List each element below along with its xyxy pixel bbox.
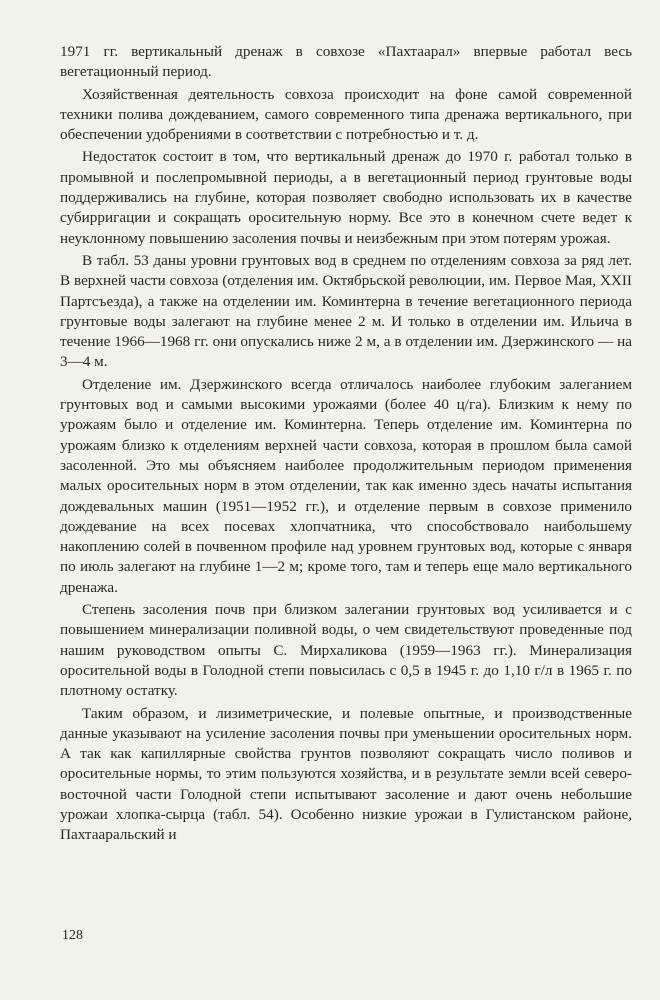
paragraph-1: 1971 гг. вертикальный дренаж в совхозе «Пахтаарал» впервые работал весь вегетационный период.: [60, 43, 632, 81]
paragraph-2: Хозяйственная деятельность совхоза происходит на фоне самой современной техники полива дождеванием, самого современного типа дренажа вертикального, при обеспечении удобрениями в соответствии с потребностью и т. д.: [60, 85, 632, 144]
paragraph-6: Степень засоления почв при близком залегании грунтовых вод усиливается и с повышением минерализации поливной воды, о чем свидетельствуют проведенные под нашим руководством опыты С. Мирхаликова (1959—1963 гг.). Минерализация оросительной воды в Голодной степи повысилась с 0,5 в 1945 г. до 1,10 г/л в 1965 г. по плотному остатку.: [60, 601, 632, 700]
paragraph-5: Отделение им. Дзержинского всегда отличалось наиболее глубоким залеганием грунтовых вод и самыми высокими урожаями (более 40 ц/га). Близким к нему по урожаям было и отделение им. Коминтерна. Теперь отделение им. Коминтерна по урожаям близко к отделениям верхней части совхоза, которая в прошлом была самой засоленной. Это мы объясняем наиболее продолжительным периодом применения малых оросительных норм в этом отделении, так как именно здесь начаты испытания дождевальных машин (1951—1952 гг.), и отделение первым в совхозе применило дождевание на всех посевах хлопчатника, что способствовало наибольшему накоплению солей в почвенном профиле над уровнем грунтовых вод, которые с января по июль залегают на глубине 1—2 м; кроме того, там и теперь еще мало вертикального дренажа.: [60, 375, 632, 596]
paragraph-4: В табл. 53 даны уровни грунтовых вод в среднем по отделениям совхоза за ряд лет. В верхней части совхоза (отделения им. Октябрьской революции, им. Первое Мая, XXII Партсъезда), а также на отделении им. Коминтерна в течение вегетационного периода грунтовые воды залегают на глубине менее 2 м. И только в отделении им. Ильича в течение 1966—1968 гг. они опускались ниже 2 м, а в отделении им. Дзержинского — на 3—4 м.: [60, 251, 632, 371]
paragraph-7: Таким образом, и лизиметрические, и полевые опытные, и производственные данные указывают на усиление засоления почвы при уменьшении оросительных норм. А так как капиллярные свойства грунтов позволяют сокращать число поливов и оросительные нормы, то этим пользуются хозяйства, и в результате земли всей северо-восточной части Голодной степи испытывают засоление и дают очень небольшие урожаи хлопка-сырца (табл. 54). Особенно низкие урожаи в Гулистанском районе, Пахтааральский и: [60, 704, 632, 844]
page-number: 128: [62, 928, 83, 943]
page-body: [60, 42, 632, 848]
paragraph-3: Недостаток состоит в том, что вертикальный дренаж до 1970 г. работал только в промывной и послепромывной периоды, а в вегетационный период грунтовые воды поддерживались на глубине, которая позволяет свободно использовать их в качестве субирригации и сокращать оросительную норму. Все это в конечном счете ведет к неуклонному повышению засоления почвы и неизбежным при этом потерям урожая.: [60, 148, 632, 247]
